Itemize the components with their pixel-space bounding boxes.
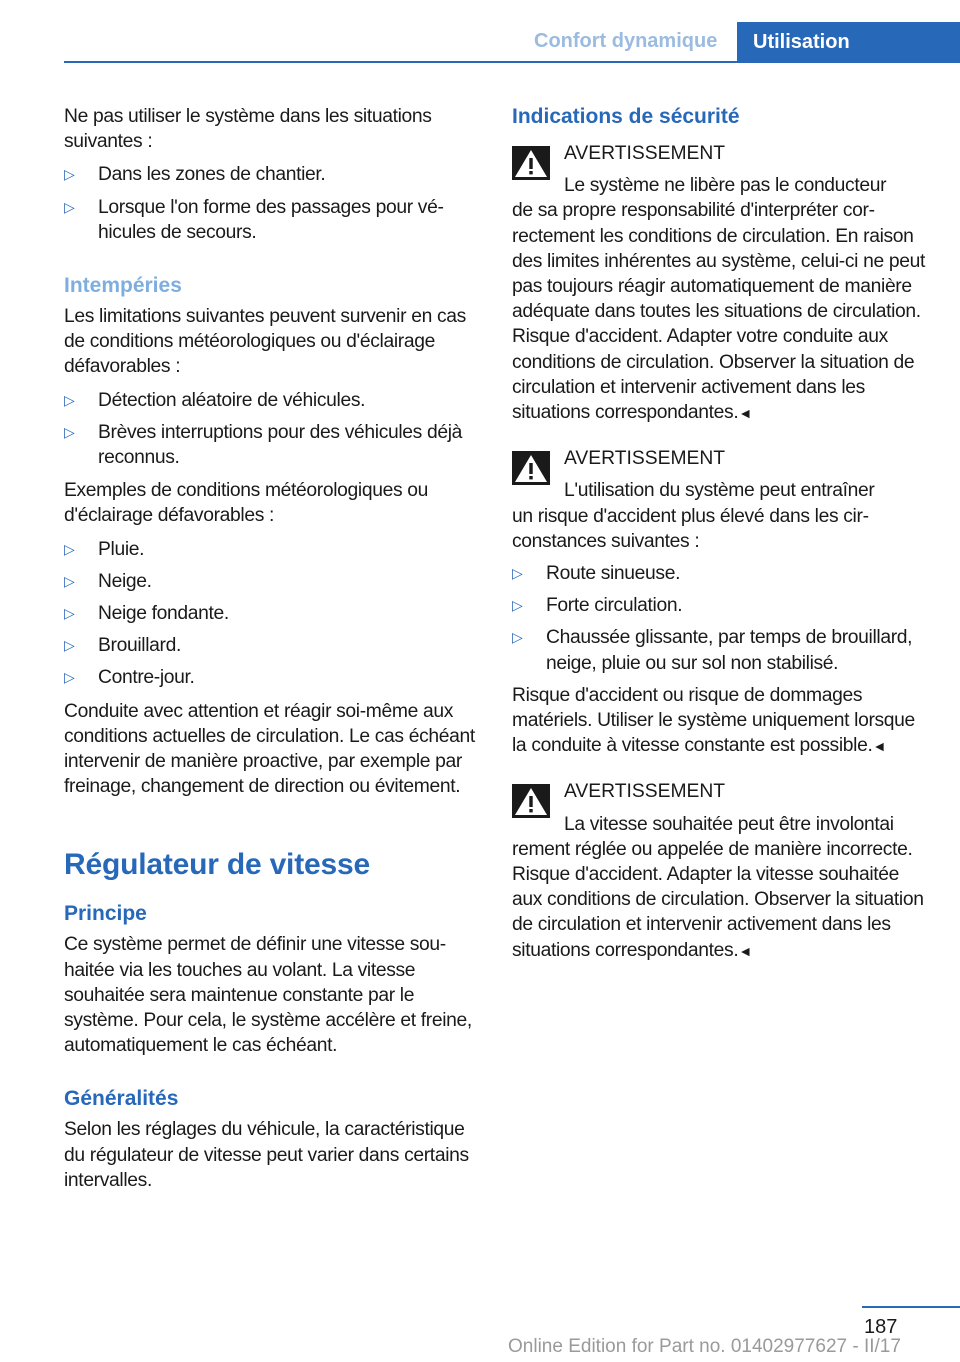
header-divider xyxy=(64,61,960,63)
warning-first-line: L'utilisation du système peut entraîner xyxy=(564,480,875,502)
bullet-triangle-icon: ▷ xyxy=(64,423,75,440)
bullet-triangle-icon: ▷ xyxy=(512,565,523,582)
bullet-triangle-icon: ▷ xyxy=(512,597,523,614)
section-title: Régulateur de vitesse xyxy=(64,848,370,882)
general-paragraph: Selon les réglages du véhicule, la caractéristique du régulateur de vitesse peut varier dans certains intervalles. xyxy=(64,1119,469,1191)
warning-label: AVERTISSEMENT xyxy=(564,143,726,164)
bullet-triangle-icon: ▷ xyxy=(64,605,75,622)
intro-bullet-list xyxy=(64,162,476,245)
bullet-triangle-icon: ▷ xyxy=(64,166,75,183)
warning-text: Risque d'accident ou risque de dommages matériels. Utiliser le système uniquement lorsque la conduite à vitesse constante est possible.◄ xyxy=(512,684,915,757)
page-header xyxy=(0,0,960,62)
safety-heading: Indications de sécurité xyxy=(512,105,740,128)
warning-block xyxy=(512,446,928,759)
header-section-title: Confort dynamique xyxy=(534,30,718,52)
warning-text: de sa propre responsabilité d'interpréter correctement les conditions de circulation. En raison des limites inhérentes au système, celui-ci ne peut pas toujours réagir automatiquement de manière adéquate dans toutes les situations de circulation. Risque d'accident. Adapter votre conduite aux conditions de circulation. Observer la situation de circulation et intervenir activement dans les situations correspondantes.◄ xyxy=(512,200,925,424)
warning-first-line: Le système ne libère pas le conducteur xyxy=(564,175,887,197)
list-item: ▷ Brouillard. xyxy=(64,635,181,657)
bullet-triangle-icon: ▷ xyxy=(64,637,75,654)
warning-triangle-icon xyxy=(512,146,550,180)
warning-text: un risque d'accident plus élevé dans les circonstances suivantes : xyxy=(512,505,869,552)
list-item: ▷ Brèves interruptions pour des véhicules déjà reconnus. xyxy=(64,421,463,469)
weather-bullet-list xyxy=(64,388,476,471)
page-number: 187 xyxy=(864,1316,898,1338)
list-item: ▷ Neige fondante. xyxy=(64,603,229,625)
weather-paragraph: Les limitations suivantes peuvent survenir en cas de conditions météorologiques ou d'éclairage défavorables : xyxy=(64,306,466,378)
examples-bullet-list xyxy=(64,537,476,691)
conduct-paragraph: Conduite avec attention et réagir soi-même aux conditions actuelles de circulation. Le cas échéant intervenir de manière proactive, par exemple par freinage, changement de direction ou évitement. xyxy=(64,700,475,798)
list-item: ▷ Détection aléatoire de véhicules. xyxy=(64,389,366,411)
warning-label: AVERTISSEMENT xyxy=(564,448,726,470)
header-chapter-tab: Utilisation xyxy=(737,22,960,62)
warning-triangle-icon xyxy=(512,451,550,485)
edition-watermark: Online Edition for Part no. 01402977627 - II/17 xyxy=(508,1336,901,1357)
bullet-triangle-icon: ▷ xyxy=(64,572,75,589)
warning-block xyxy=(512,141,928,426)
list-item: ▷ Forte circulation. xyxy=(512,595,683,617)
bullet-triangle-icon: ▷ xyxy=(64,391,75,408)
list-item: ▷ Route sinueuse. xyxy=(512,563,681,585)
list-item: ▷ Neige. xyxy=(64,570,152,592)
warning-block xyxy=(512,779,928,963)
warning-first-line: La vitesse souhaitée peut être involontai xyxy=(564,813,894,835)
warning-bullet-list xyxy=(512,561,928,676)
end-mark-icon: ◄ xyxy=(872,738,886,755)
list-item: ▷ Contre-jour. xyxy=(64,667,195,689)
bullet-triangle-icon: ▷ xyxy=(64,669,75,686)
weather-heading: Intempéries xyxy=(64,274,182,298)
warning-triangle-icon xyxy=(512,784,550,818)
end-mark-icon: ◄ xyxy=(738,405,752,422)
principle-paragraph: Ce système permet de définir une vitesse souhaitée via les touches au volant. La vitesse souhaitée sera maintenue constante par le système. Pour cela, le système accélère et freine, automatiquement le cas échéant. xyxy=(64,934,472,1057)
list-item: ▷ Lorsque l'on forme des passages pour véhicules de secours. xyxy=(64,196,444,243)
intro-paragraph: Ne pas utiliser le système dans les situations suivantes : xyxy=(64,106,432,153)
bullet-triangle-icon: ▷ xyxy=(64,198,75,215)
warning-label: AVERTISSEMENT xyxy=(564,781,726,803)
general-heading: Généralités xyxy=(64,1087,179,1111)
warning-text: rement réglée ou appelée de manière incorrecte. Risque d'accident. Adapter la vitesse souhaitée aux conditions de circulation. Observer la situation de circulation et intervenir activement dans les situations correspondantes.◄ xyxy=(512,838,924,961)
list-item: ▷ Pluie. xyxy=(64,538,145,560)
list-item: ▷ Chaussée glissante, par temps de brouillard, neige, pluie ou sur sol non stabilisé. xyxy=(512,627,913,674)
right-column xyxy=(512,104,928,984)
bullet-triangle-icon: ▷ xyxy=(64,540,75,557)
list-item: ▷ Dans les zones de chantier. xyxy=(64,164,326,186)
principle-heading: Principe xyxy=(64,902,147,926)
examples-paragraph: Exemples de conditions météorologiques ou d'éclairage défavorables : xyxy=(64,480,429,527)
footer-divider xyxy=(862,1306,960,1308)
end-mark-icon: ◄ xyxy=(738,942,752,959)
bullet-triangle-icon: ▷ xyxy=(512,629,523,646)
left-column xyxy=(64,104,476,1201)
